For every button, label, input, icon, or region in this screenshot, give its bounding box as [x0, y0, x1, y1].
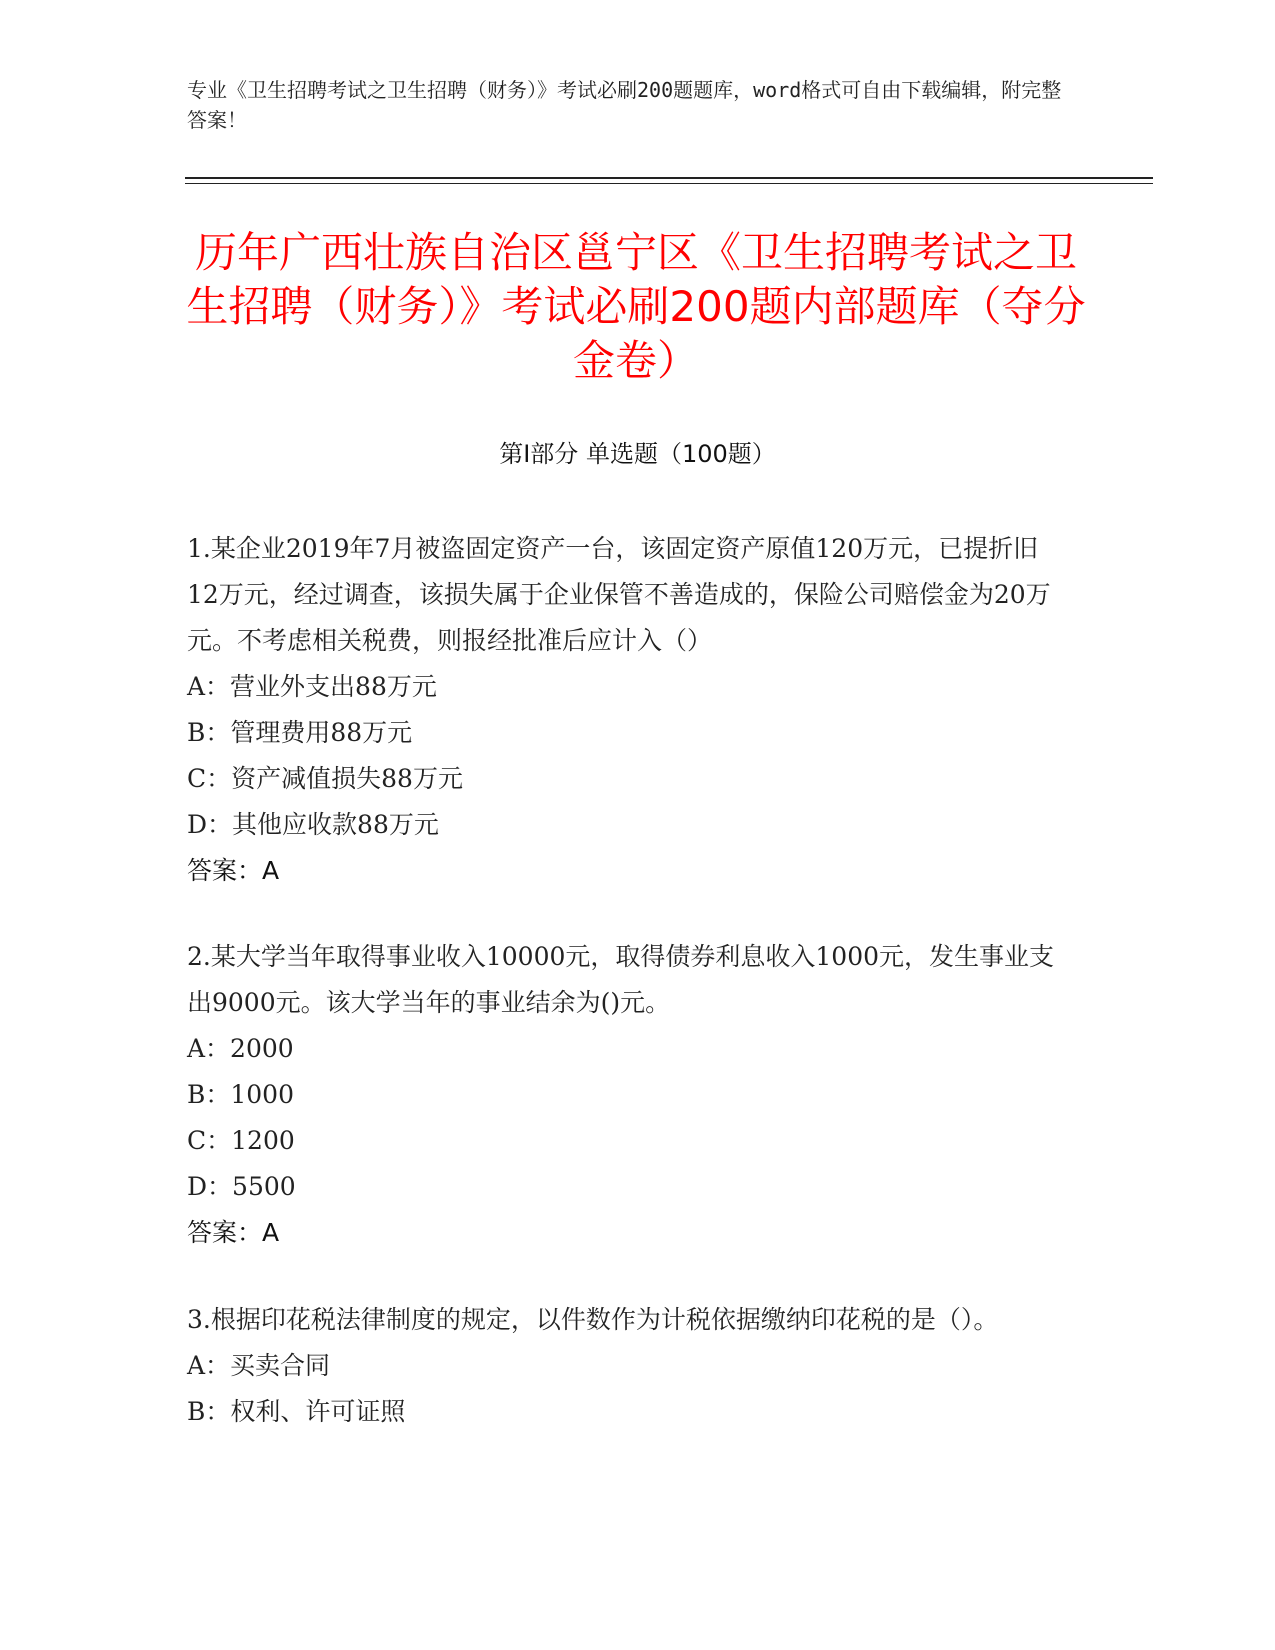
option-a: A：营业外支出88万元	[187, 672, 437, 701]
header-divider-thick	[185, 177, 1153, 179]
document-title: 历年广西壮族自治区邕宁区《卫生招聘考试之卫生招聘（财务）》考试必刷200题内部题库（夺分金卷）	[186, 228, 1086, 385]
question-1	[187, 526, 1067, 894]
header-note: 专业《卫生招聘考试之卫生招聘（财务）》考试必刷200题题库，word格式可自由下载编辑，附完整答案！	[187, 78, 1062, 132]
question-3	[187, 1297, 1067, 1435]
answer: 答案：A	[187, 856, 280, 885]
option-b: B：管理费用88万元	[187, 718, 413, 747]
option-d: D：其他应收款88万元	[187, 810, 439, 839]
option-b: B：权利、许可证照	[187, 1397, 406, 1426]
option-d: D：5500	[187, 1172, 296, 1201]
option-a: A：2000	[187, 1034, 294, 1063]
question-stem: 3.根据印花税法律制度的规定，以件数作为计税依据缴纳印花税的是（）。	[187, 1305, 999, 1334]
section-heading: 第I部分 单选题（100题）	[499, 440, 776, 468]
option-b: B：1000	[187, 1080, 294, 1109]
option-c: C：1200	[187, 1126, 295, 1155]
header-divider-thin	[185, 183, 1153, 184]
answer: 答案：A	[187, 1218, 280, 1247]
question-2	[187, 934, 1067, 1256]
option-a: A：买卖合同	[187, 1351, 331, 1380]
question-stem: 1.某企业2019年7月被盗固定资产一台，该固定资产原值120万元，已提折旧12万元，经过调查，该损失属于企业保管不善造成的，保险公司赔偿金为20万元。不考虑相关税费，则报经批准后应计入（）	[187, 534, 1051, 655]
question-stem: 2.某大学当年取得事业收入10000元，取得债券利息收入1000元，发生事业支出9000元。该大学当年的事业结余为()元。	[187, 942, 1055, 1017]
option-c: C：资产减值损失88万元	[187, 764, 463, 793]
